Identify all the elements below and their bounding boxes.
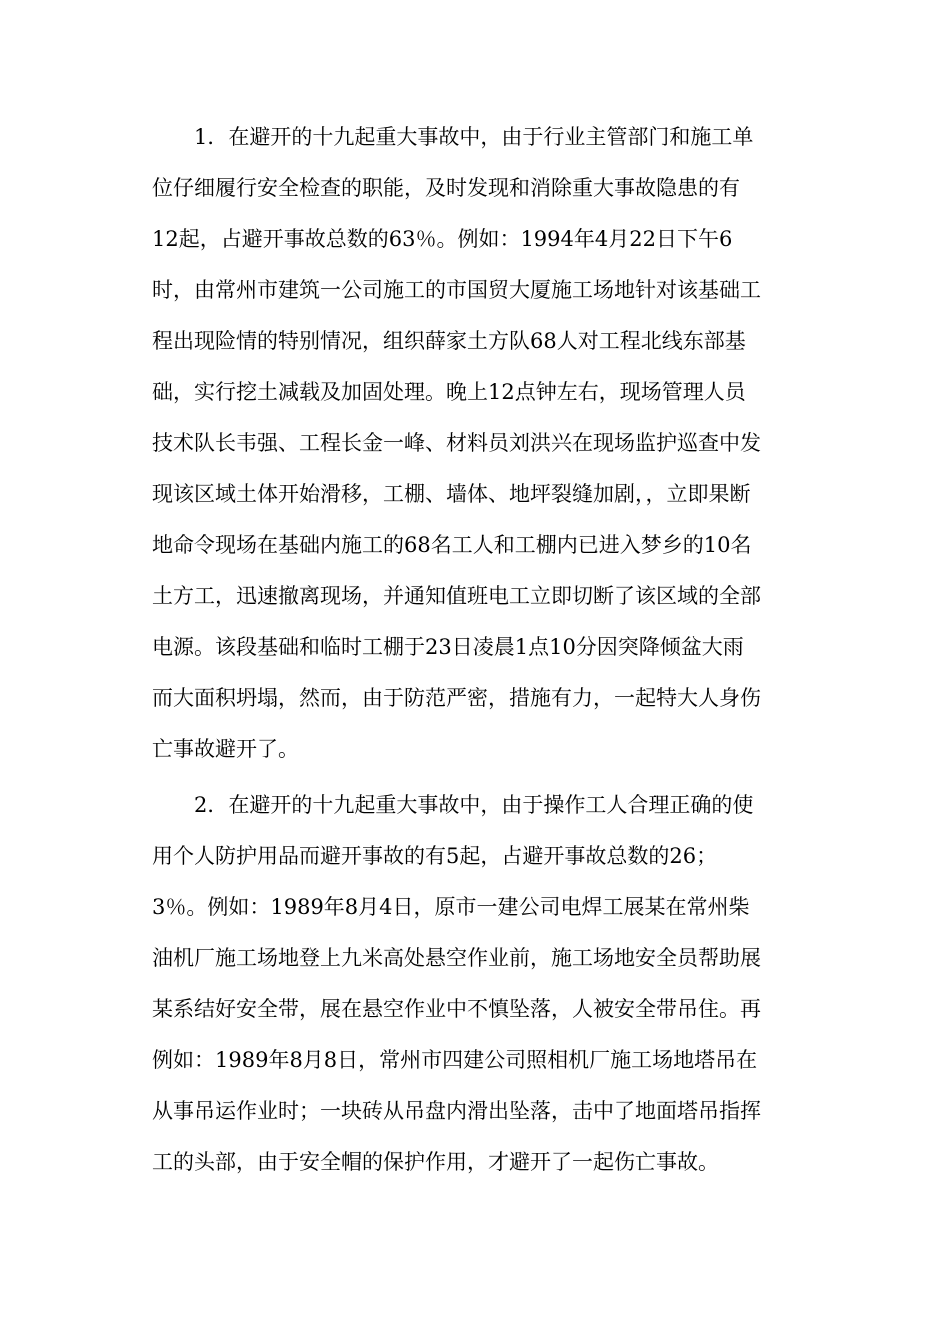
paragraph-line: 技术队长韦强、工程长金一峰、材料员刘洪兴在现场监护巡查中发 xyxy=(152,431,761,455)
paragraph-line: 3％。例如：1989年8月4日，原市一建公司电焊工展某在常州柴 xyxy=(152,895,750,919)
paragraph-line: 程出现险情的特别情况，组织薛家土方队68人对工程北线东部基 xyxy=(152,329,746,353)
paragraph-2 xyxy=(152,780,802,1188)
paragraph-line: 地命令现场在基础内施工的68名工人和工棚内已进入梦乡的10名 xyxy=(152,533,752,557)
paragraph-line: 而大面积坍塌，然而，由于防范严密，措施有力，一起特大人身伤 xyxy=(152,686,761,710)
paragraph-line: 用个人防护用品而避开事故的有5起，占避开事故总数的26； xyxy=(152,844,718,868)
paragraph-line: 从事吊运作业时；一块砖从吊盘内滑出坠落，击中了地面塔吊指挥 xyxy=(152,1099,761,1123)
paragraph-line: 亡事故避开了。 xyxy=(152,737,299,761)
paragraph-line: 础，实行挖土减载及加固处理。晚上12点钟左右，现场管理人员 xyxy=(152,380,746,404)
paragraph-line: 油机厂施工场地登上九米高处悬空作业前，施工场地安全员帮助展 xyxy=(152,946,761,970)
paragraph-line: 例如：1989年8月8日，常州市四建公司照相机厂施工场地塔吊在 xyxy=(152,1048,758,1072)
paragraph-line: 某系结好安全带，展在悬空作业中不慎坠落，人被安全带吊住。再 xyxy=(152,997,761,1021)
paragraph-line: 2．在避开的十九起重大事故中，由于操作工人合理正确的使 xyxy=(194,793,754,817)
paragraph-1 xyxy=(152,112,802,775)
paragraph-line: 位仔细履行安全检查的职能，及时发现和消除重大事故隐患的有 xyxy=(152,176,740,200)
paragraph-line: 土方工，迅速撤离现场，并通知值班电工立即切断了该区域的全部 xyxy=(152,584,761,608)
paragraph-line: 电源。该段基础和临时工棚于23日凌晨1点10分因突降倾盆大雨 xyxy=(152,635,744,659)
paragraph-line: 12起，占避开事故总数的63％。例如：1994年4月22日下午6 xyxy=(152,227,733,251)
paragraph-line: 工的头部，由于安全帽的保护作用，才避开了一起伤亡事故。 xyxy=(152,1150,719,1174)
paragraph-line: 时，由常州市建筑一公司施工的市国贸大厦施工场地针对该基础工 xyxy=(152,278,761,302)
paragraph-line: 1．在避开的十九起重大事故中，由于行业主管部门和施工单 xyxy=(194,125,754,149)
paragraph-line: 现该区域土体开始滑移，工棚、墙体、地坪裂缝加剧，，立即果断 xyxy=(152,482,751,506)
